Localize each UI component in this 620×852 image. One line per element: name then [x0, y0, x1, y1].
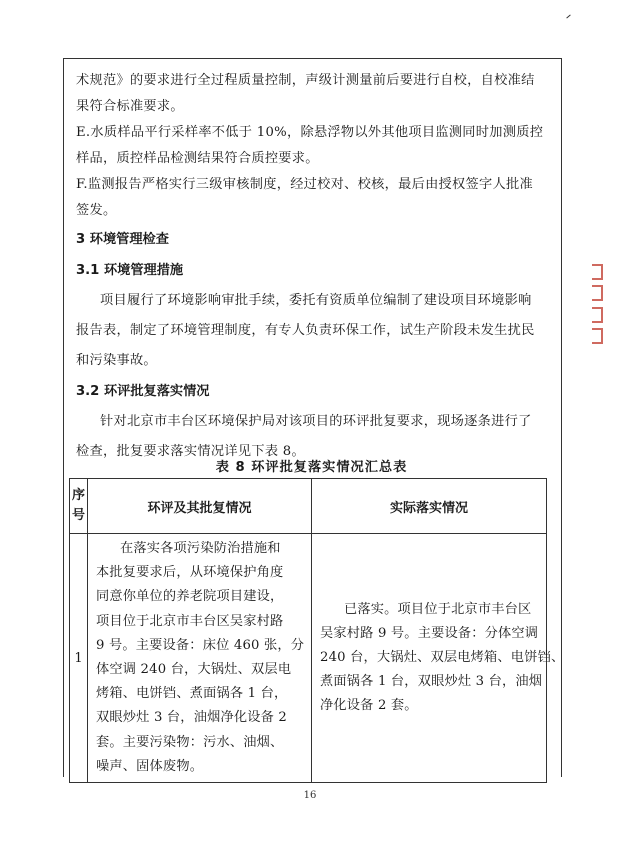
header-approval: 环评及其批复情况 [88, 479, 312, 534]
paragraph-line: 报告表，制定了环境管理制度，有专人负责环保工作，试生产阶段未发生扰民 [76, 323, 535, 338]
approval-table [69, 478, 565, 783]
cell-line: 9 号。主要设备：床位 460 张，分 [96, 637, 305, 653]
cell-line: 240 台，大锅灶、双层电烤箱、电饼铛、 [320, 649, 565, 665]
paragraph-line: 样品，质控样品检测结果符合质控要求。 [76, 151, 319, 166]
cell-line: 烤箱、电饼铛、煮面锅各 1 台， [96, 686, 288, 702]
cell-line: 煮面锅各 1 台，双眼炒灶 3 台，油烟 [320, 674, 543, 690]
cell-line: 体空调 240 台，大锅灶、双层电 [96, 662, 292, 678]
corner-mark [566, 14, 571, 19]
seal-stamp-fragment [592, 264, 602, 344]
paragraph-line: 项目履行了环境影响审批手续，委托有资质单位编制了建设项目环境影响 [100, 293, 532, 308]
page-number: 16 [303, 790, 317, 801]
cell-line: 净化设备 2 套。 [320, 698, 418, 714]
cell-line: 在落实各项污染防治措施和 [120, 541, 281, 556]
implementation-cell [312, 534, 565, 783]
body-text [76, 68, 552, 467]
cell-line: 本批复要求后，从环境保护角度 [96, 565, 284, 581]
paragraph-line: 检查，批复要求落实情况详见下表 8。 [76, 444, 305, 459]
section-heading-3: 3 环境管理检查 [76, 232, 169, 247]
table-header-row [70, 479, 547, 534]
paragraph-line: E.水质样品平行采样率不低于 10%，除悬浮物以外其他项目监测同时加测质控 [76, 125, 544, 140]
cell-line: 同意你单位的养老院项目建设， [96, 589, 284, 605]
paragraph-line: F.监测报告严格实行三级审核制度，经过校对、校核，最后由授权签字人批准 [76, 177, 533, 192]
section-heading-3-1: 3.1 环境管理措施 [76, 263, 184, 278]
approval-cell [88, 534, 312, 783]
paragraph-line: 签发。 [76, 203, 117, 218]
cell-line: 噪声、固体废物。 [96, 758, 204, 774]
cell-line: 吴家村路 9 号。主要设备：分体空调 [320, 625, 539, 641]
table-caption: 表 8 环评批复落实情况汇总表 [215, 460, 408, 475]
paragraph-line: 和污染事故。 [76, 353, 157, 368]
cell-line: 套。主要污染物：污水、油烟、 [96, 734, 284, 750]
paragraph-line: 术规范》的要求进行全过程质量控制，声级计测量前后要进行自校，自校准结 [76, 73, 535, 88]
row-seq: 1 [70, 534, 88, 783]
header-seq: 序 号 [70, 479, 88, 534]
table-row [70, 534, 547, 783]
section-heading-3-2: 3.2 环评批复落实情况 [76, 384, 210, 399]
cell-line: 双眼炒灶 3 台，油烟净化设备 2 [96, 710, 288, 726]
header-implementation: 实际落实情况 [312, 479, 547, 534]
paragraph-line: 针对北京市丰台区环境保护局对该项目的环评批复要求，现场逐条进行了 [100, 414, 532, 429]
cell-line: 已落实。项目位于北京市丰台区 [344, 601, 532, 617]
cell-line: 项目位于北京市丰台区吴家村路 [96, 613, 284, 629]
paragraph-line: 果符合标准要求。 [76, 99, 184, 114]
